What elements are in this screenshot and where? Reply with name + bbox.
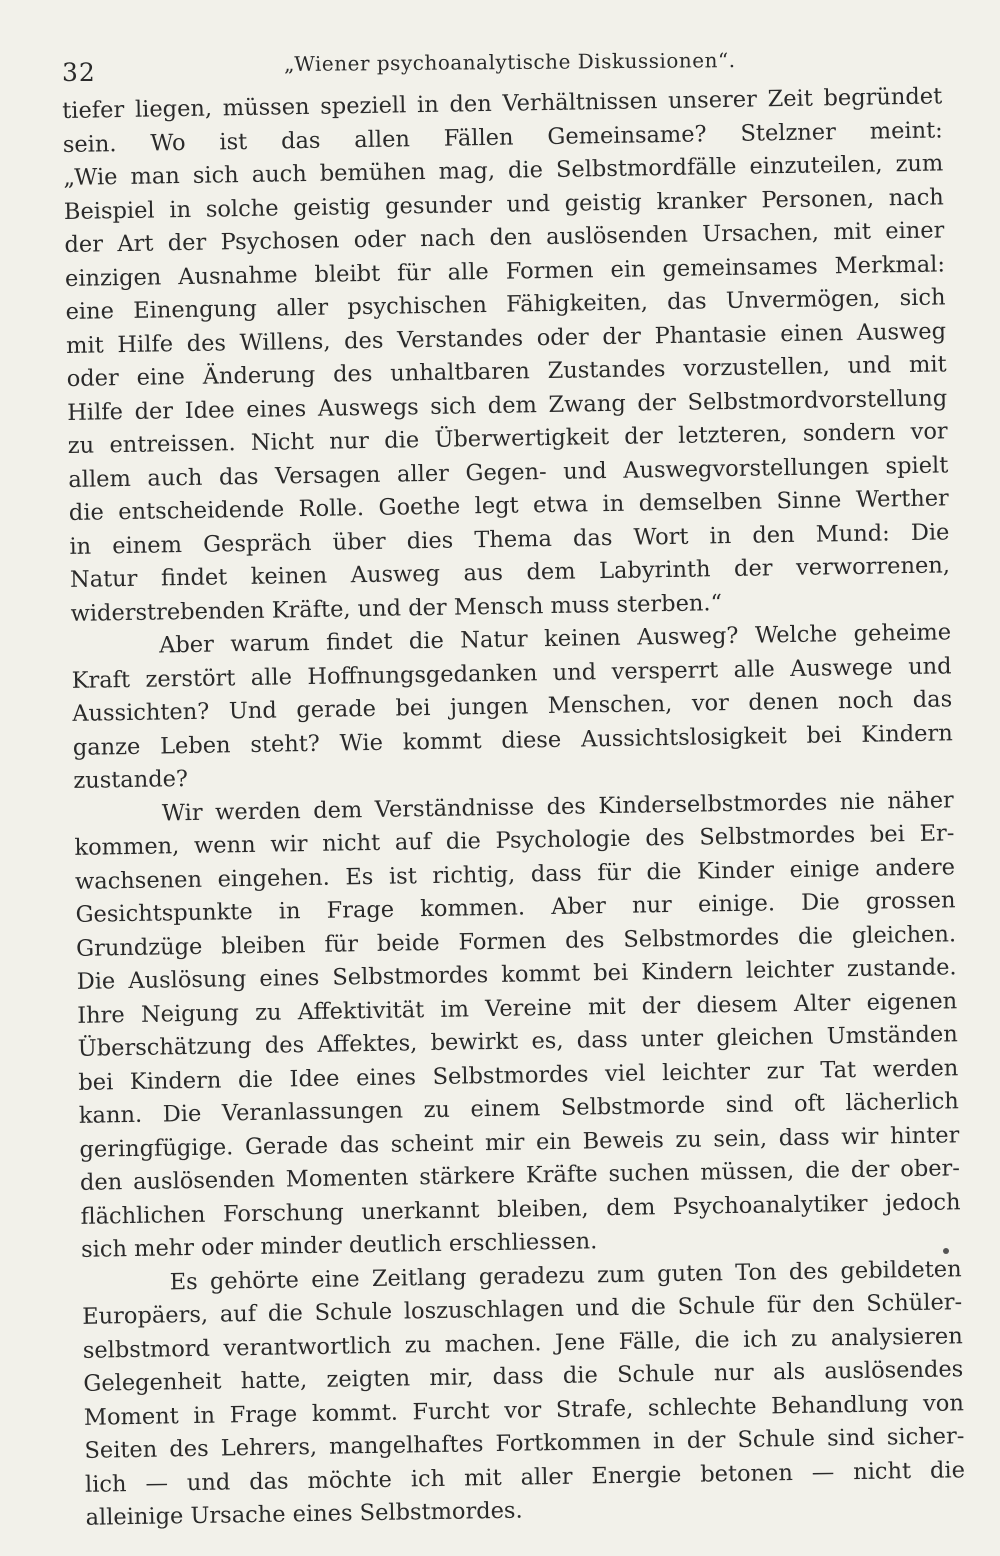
text-line: Natur findet keinen Ausweg aus dem Labyrinth der verworrenen, — [69, 552, 951, 593]
text-line: geringfügige. Gerade das scheint mir ein Beweis zu sein, dass wir hinter — [79, 1121, 960, 1163]
text-line: flächlichen Forschung unerkannt bleiben, dem Psychoanalytiker jedoch — [80, 1188, 961, 1230]
text-line: selbstmord verantwortlich zu machen. Jene Fälle, die ich zu analysieren — [82, 1322, 963, 1364]
text-line: kommen, wenn wir nicht auf die Psychologie des Selbstmordes bei Er- — [74, 820, 955, 861]
body-text — [62, 80, 966, 1535]
running-title: „Wiener psychoanalytische Diskussionen“. — [284, 48, 736, 76]
ink-speck — [943, 1248, 949, 1254]
text-line: sein. Wo ist das allen Fällen Gemeinsame? Stelzner meint: — [62, 116, 943, 158]
text-line: Kraft zerstört alle Hoffnungsgedanken und versperrt alle Auswege und — [71, 652, 952, 694]
text-line: Seiten des Lehrers, mangelhaftes Fortkommen in der Schule sind sicher- — [84, 1423, 965, 1464]
text-line: oder eine Änderung des unhaltbaren Zustandes vorzustellen, und mit — [66, 351, 947, 392]
text-line: „Wie man sich auch bemühen mag, die Selbstmordfälle einzuteilen, zum — [63, 150, 944, 191]
text-line: die entscheidende Rolle. Goethe legt etwa in demselben Sinne Werther — [68, 485, 950, 526]
text-line: zu entreissen. Nicht nur die Überwertigkeit der letzteren, sondern vor — [67, 418, 948, 459]
text-line: Europäers, auf die Schule loszuschlagen und die Schule für den Schüler- — [82, 1289, 963, 1330]
text-line: lich — und das möchte ich mit aller Energie betonen — nicht die — [84, 1456, 966, 1498]
text-line: Gesichtspunkte in Frage kommen. Aber nur einige. Die grossen — [75, 887, 956, 928]
text-line: den auslösenden Momenten stärkere Kräfte suchen müssen, die der ober- — [79, 1155, 961, 1196]
text-line: Grundzüge bleiben für beide Formen des Selbstmordes die gleichen. — [75, 920, 957, 962]
text-line: eine Einengung aller psychischen Fähigkeiten, das Unvermögen, sich — [65, 284, 946, 325]
text-line: widerstrebenden Kräfte, und der Mensch muss sterben.“ — [70, 589, 723, 627]
text-line: ganze Leben steht? Wie kommt diese Aussichtslosigkeit bei Kindern — [72, 719, 953, 761]
text-line: Aussichten? Und gerade bei jungen Menschen, vor denen noch das — [72, 686, 953, 727]
text-line: alleinige Ursache eines Selbstmordes. — [85, 1497, 523, 1531]
text-line: Gelegenheit hatte, zeigten mir, dass die Schule nur als auslösendes — [83, 1356, 964, 1397]
text-line: Beispiel in solche geistig gesunder und geistig kranker Personen, nach — [63, 183, 945, 225]
text-line: tiefer liegen, müssen speziell in den Verhältnissen unserer Zeit begründet — [62, 83, 943, 124]
text-line: der Art der Psychosen oder nach den auslösenden Ursachen, mit einer — [64, 217, 945, 258]
text-line: wachsenen eingehen. Es ist richtig, dass für die Kinder einige andere — [74, 853, 956, 895]
text-line: Überschätzung des Affektes, bewirkt es, dass unter gleichen Umständen — [77, 1021, 958, 1062]
text-line: kann. Die Veranlassungen zu einem Selbstmorde sind oft lächerlich — [78, 1088, 960, 1129]
text-line: Ihre Neigung zu Affektivität im Vereine mit der diesem Alter eigenen — [77, 987, 958, 1029]
page-number: 32 — [62, 58, 96, 87]
text-line: allem auch das Versagen aller Gegen- und Auswegvorstellungen spielt — [68, 451, 949, 493]
text-line: in einem Gespräch über dies Thema das Wort in den Mund: Die — [69, 518, 950, 560]
text-line: zustande? — [73, 766, 189, 794]
text-line: Hilfe der Idee eines Auswegs sich dem Zwang der Selbstmordvorstellung — [67, 384, 948, 426]
paragraph-start-line: Aber warum findet die Natur keinen Ausweg? Welche geheime — [158, 619, 952, 659]
text-line: Moment in Frage kommt. Furcht vor Strafe, schlechte Behandlung von — [83, 1389, 965, 1431]
text-line: mit Hilfe des Willens, des Verstandes oder der Phantasie einen Ausweg — [65, 317, 947, 359]
paragraph-start-line: Es gehörte eine Zeitlang geradezu zum guten Ton des gebildeten — [169, 1255, 962, 1295]
text-line: einzigen Ausnahme bleibt für alle Formen ein gemeinsames Merkmal: — [64, 250, 946, 292]
text-line: Die Auslösung eines Selbstmordes kommt bei Kindern leichter zustande. — [76, 954, 957, 995]
text-line: bei Kindern die Idee eines Selbstmordes viel leichter zur Tat werden — [78, 1054, 959, 1096]
text-line: sich mehr oder minder deutlich erschliessen. — [80, 1228, 598, 1263]
paragraph-start-line: Wir werden dem Verständnisse des Kinderselbstmordes nie näher — [161, 786, 955, 826]
